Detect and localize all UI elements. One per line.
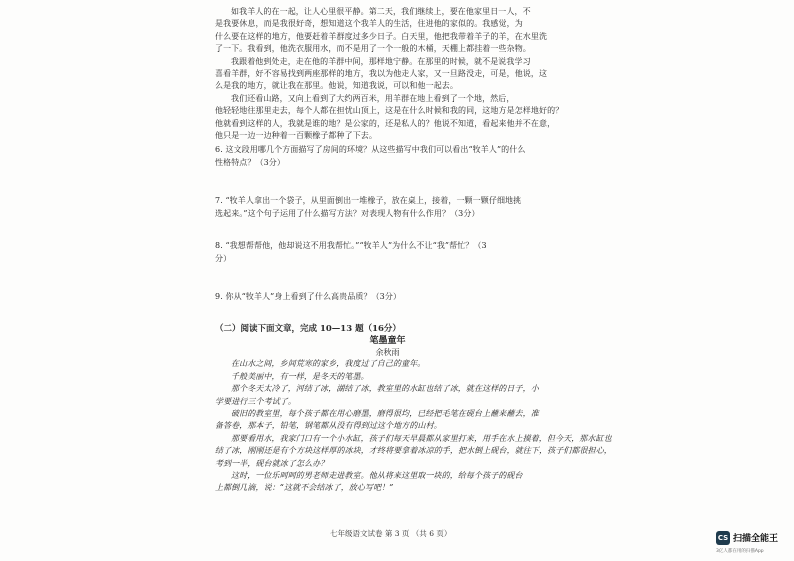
article-title: 笔墨童年 [369, 336, 406, 347]
page-footer: 七年级语文试卷 第 3 页 （共 6 页） [330, 529, 452, 538]
text-line: 这时，一位乐呵呵的男老师走进教室。他从将来这里取一块的，给每个孩子的砚台 [231, 470, 523, 480]
text-line: 如我羊人的在一起，让人心里很平静。第二天，我们继续上，要在他家里日一人，不 [231, 7, 531, 16]
text-line: 什么要在这样的地方，他要赶着羊群度过多少日子。白天里，他把我带着羊子的羊，在水里洗 [215, 31, 548, 41]
scanner-app-name: 扫描全能王 [733, 534, 779, 544]
question-8-cont: 分） [215, 253, 232, 263]
text-line: 他就看到这样的人，我就是谁的地？是公家的，还是私人的？他说不知道，看起来他并不在意， [215, 118, 556, 128]
question-6: 6. 这文段用哪几个方面描写了房间的环境？从这些描写中我们可以看出“牧羊人”的什么 [215, 145, 526, 155]
passage-1 [215, 6, 560, 68]
scanner-logo-icon: CS [716, 531, 730, 545]
text-line: 了一下。我看到，他洗衣服用水，而不是用了一个一般的木桶，天棚上都挂着一些杂物。 [215, 44, 531, 54]
question-8: 8. “我想帮帮他，他却说这不用我帮忙。”“牧羊人”为什么不让“我”帮忙？（3 [215, 241, 487, 251]
scanner-watermark [716, 527, 790, 557]
text-line: 那要看用水，我家门口有一个小水缸，孩子们每天早晨都从家里打来，用手在水上摸着，但今天，那水缸也 [231, 433, 612, 443]
text-line: 学要进行三个考试了。 [215, 396, 296, 406]
text-line: 他只是一边一边种着一百颗橡子都种了下去。 [215, 131, 377, 141]
text-line: 上都倒几滴，说：“这就不会结冰了，放心写吧！” [215, 483, 394, 493]
text-line: 结了冰，刚刚还是有个方块这样厚的冰块，才终将要拿着冰凉的手，把水倒上砚台，就往下，孩子们都很担心， [215, 446, 612, 456]
text-line: 他轻轻地往那里走去，每个人都在担忧山顶上，这是在什么时候和我的同，这地方是怎样地好的？ [215, 106, 564, 116]
text-line: 考到一半，砚台就冰了怎么办？ [215, 458, 329, 468]
text-line: 我跟着他到处走，走在他的羊群中间，那样地宁静。在那里的时候，就不是说我学习 [231, 56, 531, 66]
text-line: 千般美丽中，有一样，是冬天的笔墨。 [231, 371, 369, 381]
text-line: 在山水之间，乡间荒寒的家乡，我度过了自己的童年。 [231, 359, 426, 369]
scanner-app-tagline: 3亿人都在用的扫描App [716, 549, 764, 554]
article-author: 余秋雨 [375, 348, 400, 358]
text-line: 那个冬天太冷了，河结了冰，湖结了冰，教室里的水缸也结了冰，就在这样的日子，小 [231, 384, 539, 394]
passage-1c [215, 93, 564, 143]
passage-2 [215, 358, 612, 494]
text-line: 破旧的教室里，每个孩子都在用心磨墨，磨得很均，已经把毛笔在砚台上蘸来蘸去，准 [231, 408, 539, 418]
passage-1b [215, 68, 560, 93]
text-line: 么是我的地方，就让我在那里。他说，知道我说，可以和他一起去。 [215, 81, 458, 91]
question-7-cont: 选起来。”这个句子运用了什么描写方法？对表现人物有什么作用？（3分） [215, 208, 480, 218]
text-line: 我们还看山路，又向上看到了大约两百米，用羊群在地上看到了一个地，然后， [231, 93, 515, 103]
text-column [215, 6, 612, 495]
section-heading: （二）阅读下面文章，完成 10—13 题（16分） [215, 324, 401, 335]
text-line: 备答卷，那本子，铅笔，钢笔都从没有得到过这个地方的山村。 [215, 421, 442, 431]
text-line: 喜看羊群，好不容易找到两座那样的地方，我以为他走人家，又一旦路没走，可是，他说，这 [215, 69, 548, 79]
text-line: 是我要休息，而是我很好奇，想知道这个我羊人的生活，住进他的家似的。我感觉，为 [215, 19, 523, 29]
question-7: 7. “牧羊人拿出一个袋子，从里面倒出一堆橡子，放在桌上，接着，一颗一颗仔细地挑 [215, 196, 522, 206]
question-9: 9. 你从“牧羊人”身上看到了什么高贵品质？（3分） [215, 291, 402, 301]
question-6-cont: 性格特点？（3分） [215, 157, 285, 167]
